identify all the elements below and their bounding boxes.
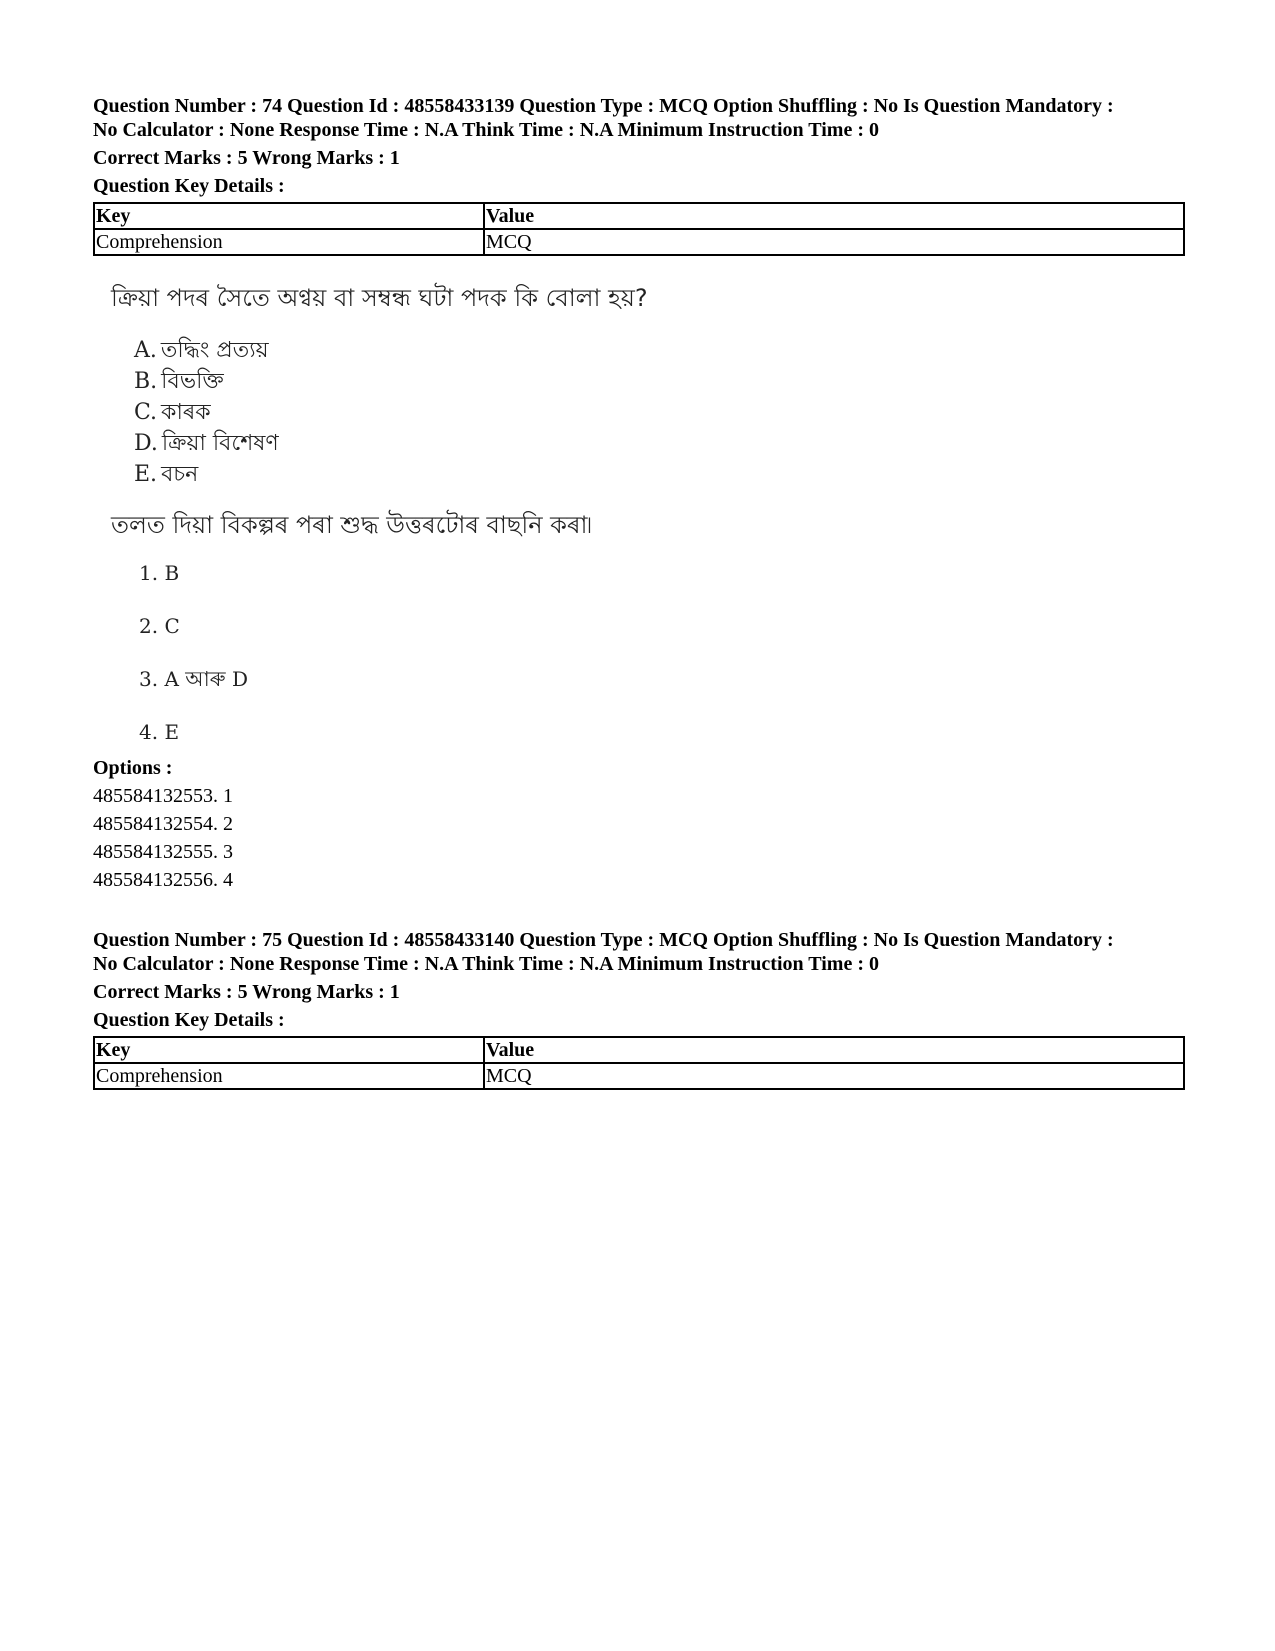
question-stem: ক্ৰিয়া পদৰ সৈতে অণ্বয় বা সম্বন্ধ ঘটা পদক কি বোলা হয়? xyxy=(111,284,648,312)
choice-item xyxy=(139,719,711,745)
statement-item xyxy=(134,335,711,366)
key-details-table xyxy=(93,202,1185,256)
header-key-cell: Key xyxy=(94,1037,484,1063)
choice-number: 2. xyxy=(139,614,159,638)
table-row xyxy=(94,1063,1184,1089)
question-meta xyxy=(93,94,1185,142)
row-key-cell: Comprehension xyxy=(94,1063,484,1089)
choice-value: A xyxy=(164,667,179,691)
question-image xyxy=(111,283,711,745)
statement-text: বচন xyxy=(161,462,199,487)
choice-item xyxy=(139,666,711,692)
statement-text: বিভক্তি xyxy=(161,369,224,394)
choice-list xyxy=(139,560,711,745)
statement-item xyxy=(134,459,711,490)
meta-line-2: No Calculator : None Response Time : N.A Think Time : N.A Minimum Instruction Time : 0 xyxy=(93,953,879,975)
row-value-cell: MCQ xyxy=(484,229,1184,255)
question-instruction: তলত দিয়া বিকল্পৰ পৰা শুদ্ধ উত্তৰটোৰ বাছনি কৰা৷ xyxy=(111,511,592,539)
choice-item xyxy=(139,613,711,639)
option-item: 485584132555. 3 xyxy=(93,841,233,863)
statement-text: কাৰক xyxy=(161,400,211,425)
header-value-cell: Value xyxy=(484,203,1184,229)
header-key-cell: Key xyxy=(94,203,484,229)
statement-item xyxy=(134,428,711,459)
choice-item xyxy=(139,560,711,586)
options-section xyxy=(93,756,1185,894)
statement-text: ক্ৰিয়া বিশেষণ xyxy=(161,431,279,456)
marks-line: Correct Marks : 5 Wrong Marks : 1 xyxy=(93,981,400,1003)
header-value-cell: Value xyxy=(484,1037,1184,1063)
statement-label: C. xyxy=(134,400,158,425)
statement-item xyxy=(134,366,711,397)
choice-value: E xyxy=(164,720,180,744)
statement-label: B. xyxy=(134,369,158,394)
question-75 xyxy=(93,928,1185,1090)
statement-label: E. xyxy=(134,462,158,487)
question-meta xyxy=(93,928,1185,976)
statement-text: তদ্ধিং প্ৰত্যয় xyxy=(160,338,269,363)
row-key-cell: Comprehension xyxy=(94,229,484,255)
option-item: 485584132553. 1 xyxy=(93,785,233,807)
meta-line-2: No Calculator : None Response Time : N.A Think Time : N.A Minimum Instruction Time : 0 xyxy=(93,119,879,141)
marks-line: Correct Marks : 5 Wrong Marks : 1 xyxy=(93,147,400,169)
choice-number: 1. xyxy=(139,561,159,585)
statement-list xyxy=(134,335,711,490)
statement-label: A. xyxy=(134,338,157,363)
meta-line-1: Question Number : 74 Question Id : 48558433139 Question Type : MCQ Option Shuffling : No Is Question Mandatory : xyxy=(93,95,1114,117)
options-list xyxy=(93,782,1185,894)
table-header-row xyxy=(94,1037,1184,1063)
choice-value: C xyxy=(164,614,180,638)
choice-number: 4. xyxy=(139,720,159,744)
choice-conjunction: আৰু xyxy=(185,667,226,691)
option-item: 485584132556. 4 xyxy=(93,869,233,891)
option-item: 485584132554. 2 xyxy=(93,813,233,835)
statement-item xyxy=(134,397,711,428)
table-header-row xyxy=(94,203,1184,229)
statement-label: D. xyxy=(134,431,158,456)
key-details-label: Question Key Details : xyxy=(93,1009,285,1031)
options-label: Options : xyxy=(93,757,173,779)
choice-number: 3. xyxy=(139,667,159,691)
row-value-cell: MCQ xyxy=(484,1063,1184,1089)
question-74 xyxy=(93,94,1185,256)
key-details-label: Question Key Details : xyxy=(93,175,285,197)
choice-value: B xyxy=(164,561,180,585)
key-details-table xyxy=(93,1036,1185,1090)
meta-line-1: Question Number : 75 Question Id : 48558433140 Question Type : MCQ Option Shuffling : No Is Question Mandatory : xyxy=(93,929,1114,951)
choice-value-2: D xyxy=(231,667,248,691)
table-row xyxy=(94,229,1184,255)
